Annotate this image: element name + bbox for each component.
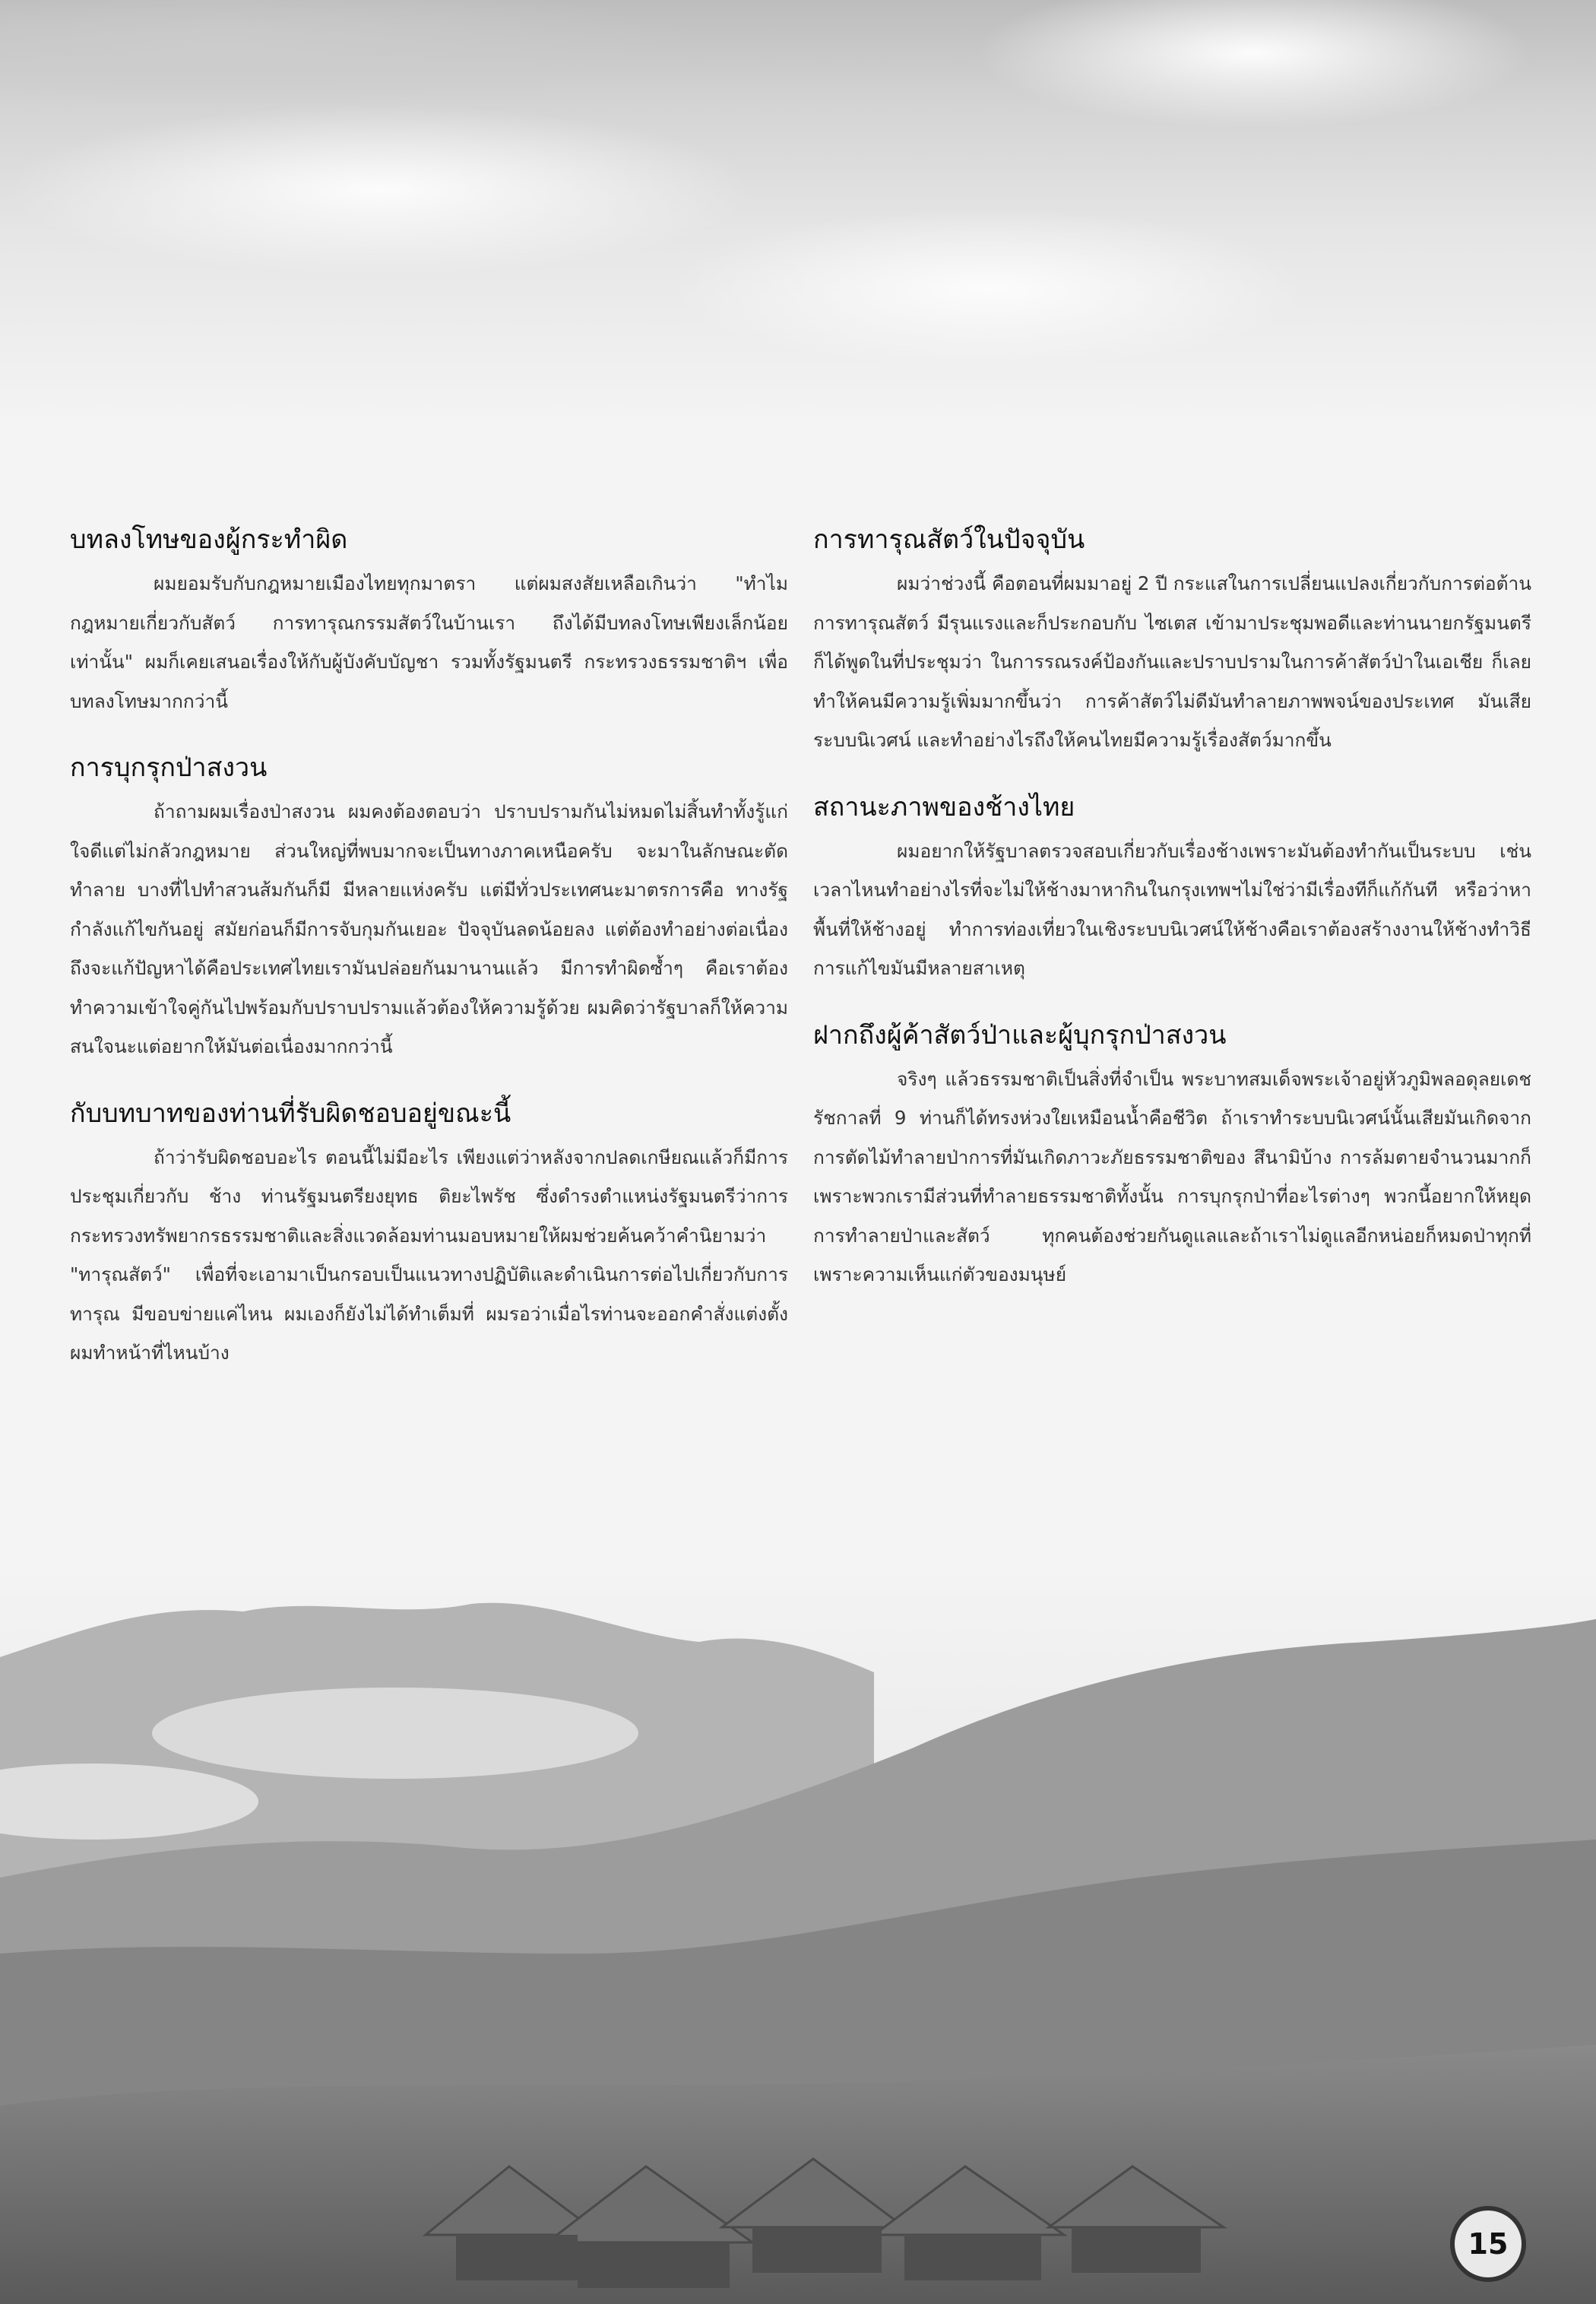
section-heading: การทารุณสัตว์ในปัจจุบัน xyxy=(813,525,1085,555)
landscape-photo xyxy=(0,1558,1596,2304)
section-forest-encroachment xyxy=(70,751,788,1066)
section-text: จริงๆ แล้วธรรมชาติเป็นสิ่งที่จำเป็น พระบาทสมเด็จพระเจ้าอยู่หัวภูมิพลอดุลยเดช รัชกาลที่ 9 ท่านก็ได้ทรงห่วงใยเหมือนน้ำคือชีวิต ถ้าเราทำระบบนิเวศน์นั้นเสียมันเกิดจากการตัดไม้ทำลายป่าการที่มันเกิดภาวะภัยธรรมชาติของ สึนามิบ้าง การล้มตายจำนวนมากก็เพราะพวกเรามีส่วนที่ทำลายธรรมชาติทั้งนั้น การบุกรุกป่าที่อะไรต่างๆ พวกนี้อยากให้หยุดการทำลายป่าและสัตว์ ทุกคนต้องช่วยกันดูแลและถ้าเราไม่ดูแลอีกหน่อยก็หมดป่าทุกที่เพราะความเห็นแก่ตัวของมนุษย์ xyxy=(813,1067,1531,1285)
left-column xyxy=(70,523,788,1403)
section-heading: การบุกรุกป่าสงวน xyxy=(70,753,268,783)
section-heading: บทลงโทษของผู้กระทำผิด xyxy=(70,525,348,555)
section-text: ผมอยากให้รัฐบาลตรวจสอบเกี่ยวกับเรื่องช้างเพราะมันต้องทำกันเป็นระบบ เช่น เวลาไหนทำอย่างไรที่จะไม่ให้ช้างมาหากินในกรุงเทพฯไม่ใช่ว่ามีเรื่องทีก็แก้กันที หรือว่าหาพื้นที่ให้ช้างอยู่ ทำการท่องเที่ยวในเชิงระบบนิเวศน์ให้ช้างคือเราต้องสร้างงานให้ช้างทำวิธีการแก้ไขมันมีหลายสาเหตุ xyxy=(813,839,1531,979)
section-penalties xyxy=(70,523,788,721)
section-message xyxy=(813,1019,1531,1295)
section-thai-elephants xyxy=(813,791,1531,988)
section-text: ถ้าถามผมเรื่องป่าสงวน ผมคงต้องตอบว่า ปราบปรามกันไม่หมดไม่สิ้นทำทั้งรู้แก่ใจดีแต่ไม่กลัวกฎหมาย ส่วนใหญ่ที่พบมากจะเป็นทางภาคเหนือครับ จะมาในลักษณะตัดทำลาย บางที่ไปทำสวนส้มกันก็มี มีหลายแห่งครับ แต่มีทั่วประเทศนะมาตรการคือ ทางรัฐกำลังแก้ไขกันอยู่ สมัยก่อนก็มีการจับกุมกันเยอะ ปัจจุบันลดน้อยลง แต่ต้องทำอย่างต่อเนื่องถึงจะแก้ปัญหาได้คือประเทศไทยเรามันปล่อยกันมานานแล้ว มีการทำผิดซ้ำๆ คือเราต้องทำความเข้าใจคู่กันไปพร้อมกับปราบปรามแล้วต้องให้ความรู้ด้วย ผมคิดว่ารัฐบาลก็ให้ความสนใจนะแต่อยากให้มันต่อเนื่องมากกว่านี้ xyxy=(70,800,788,1057)
header-sky-photo xyxy=(0,0,1596,426)
right-column xyxy=(813,523,1531,1325)
section-text: ผมว่าช่วงนี้ คือตอนที่ผมมาอยู่ 2 ปี กระแสในการเปลี่ยนแปลงเกี่ยวกับการต่อต้านการทารุณสัตว์ มีรุนแรงและก็ประกอบกับ ไซเตส เข้ามาประชุมพอดีและท่านนายกรัฐมนตรีก็ได้พูดในที่ประชุมว่า ในการรณรงค์ป้องกันและปราบปรามในการค้าสัตว์ป่าในเอเชีย ก็เลยทำให้คนมีความรู้เพิ่มมากขึ้นว่า การค้าสัตว์ไม่ดีมันทำลายภาพพจน์ของประเทศ มันเสียระบบนิเวศน์ และทำอย่างไรถึงให้คนไทยมีความรู้เรื่องสัตว์มากขึ้น xyxy=(813,572,1531,751)
section-heading: สถานะภาพของช้างไทย xyxy=(813,791,1075,822)
section-current-role xyxy=(70,1097,788,1373)
section-text: ผมยอมรับกับกฎหมายเมืองไทยทุกมาตรา แต่ผมสงสัยเหลือเกินว่า "ทำไมกฎหมายเกี่ยวกับสัตว์ การทารุณกรรมสัตว์ในบ้านเรา ถึงได้มีบทลงโทษเพียงเล็กน้อยเท่านั้น" ผมก็เคยเสนอเรื่องให้กับผู้บังคับบัญชา รวมทั้งรัฐมนตรี กระทรวงธรรมชาติฯ เพื่อบทลงโทษมากกว่านี้ xyxy=(70,572,788,712)
section-heading: ฝากถึงผู้ค้าสัตว์ป่าและผู้บุกรุกป่าสงวน xyxy=(813,1019,1227,1051)
page-number: 15 xyxy=(1450,2206,1526,2282)
section-text: ถ้าว่ารับผิดชอบอะไร ตอนนี้ไม่มีอะไร เพียงแต่ว่าหลังจากปลดเกษียณแล้วก็มีการประชุมเกี่ยวกับ ช้าง ท่านรัฐมนตรียงยุทธ ติยะไพรัช ซึ่งดำรงตำแหน่งรัฐมนตรีว่าการกระทรวงทรัพยากรธรรมชาติและสิ่งแวดล้อมท่านมอบหมายให้ผมช่วยค้นคว้าคำนิยามว่า "ทารุณสัตว์" เพื่อที่จะเอามาเป็นกรอบเป็นแนวทางปฏิบัติและดำเนินการต่อไปเกี่ยวกับการทารุณ มีขอบข่ายแค่ไหน ผมเองก็ยังไม่ได้ทำเต็มที่ ผมรอว่าเมื่อไรท่านจะออกคำสั่งแต่งตั้งผมทำหน้าที่ไหนบ้าง xyxy=(70,1146,788,1364)
section-animal-cruelty xyxy=(813,523,1531,760)
section-heading: กับบทบาทของท่านที่รับผิดชอบอยู่ขณะนี้ xyxy=(70,1098,511,1129)
